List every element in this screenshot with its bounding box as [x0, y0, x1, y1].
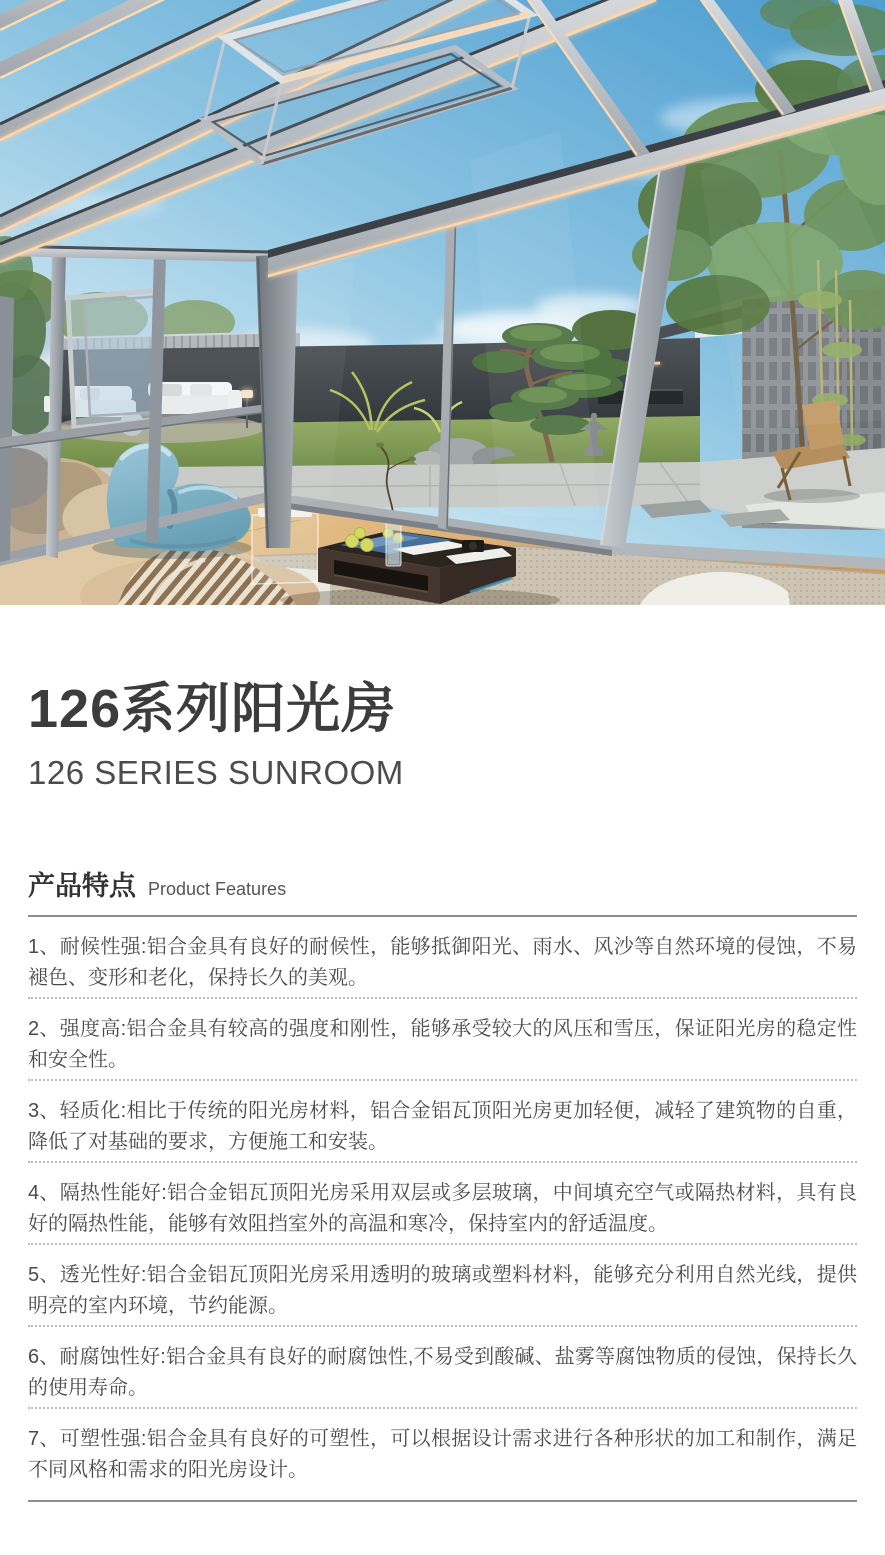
product-info-section — [0, 679, 885, 1555]
window-handle — [44, 396, 50, 412]
feature-item-6: 6、耐腐蚀性好:铝合金具有良好的耐腐蚀性,不易受到酸碱、盐雾等腐蚀物质的侵蚀，保持长久的使用寿命。 — [28, 1327, 857, 1409]
features-heading-en: Product Features — [148, 878, 287, 899]
feature-item-5: 5、透光性好:铝合金铝瓦顶阳光房采用透明的玻璃或塑料材料，能够充分利用自然光线，提供明亮的室内环境，节约能源。 — [28, 1245, 857, 1327]
page-title: 126系列阳光房 — [28, 679, 397, 739]
feature-item-4: 4、隔热性能好:铝合金铝瓦顶阳光房采用双层或多层玻璃，中间填充空气或隔热材料，具有良好的隔热性能，能够有效阻挡室外的高温和寒冷，保持室内的舒适温度。 — [28, 1163, 857, 1245]
feature-list — [28, 917, 857, 1502]
hero-image — [0, 0, 885, 605]
features-section-heading — [28, 864, 857, 903]
feature-item-2: 2、强度高:铝合金具有较高的强度和刚性，能够承受较大的风压和雪压，保证阳光房的稳定性和安全性。 — [28, 999, 857, 1081]
page-subtitle: 126 SERIES SUNROOM — [28, 754, 404, 792]
feature-item-7: 7、可塑性强:铝合金具有良好的可塑性，可以根据设计需求进行各种形状的加工和制作，满足不同风格和需求的阳光房设计。 — [28, 1409, 857, 1502]
feature-item-1: 1、耐候性强:铝合金具有良好的耐候性，能够抵御阳光、雨水、风沙等自然环境的侵蚀，不易褪色、变形和老化，保持长久的美观。 — [28, 917, 857, 999]
feature-item-3: 3、轻质化:相比于传统的阳光房材料，铝合金铝瓦顶阳光房更加轻便，减轻了建筑物的自重，降低了对基础的要求，方便施工和安装。 — [28, 1081, 857, 1163]
features-heading-cn: 产品特点 — [28, 870, 136, 901]
